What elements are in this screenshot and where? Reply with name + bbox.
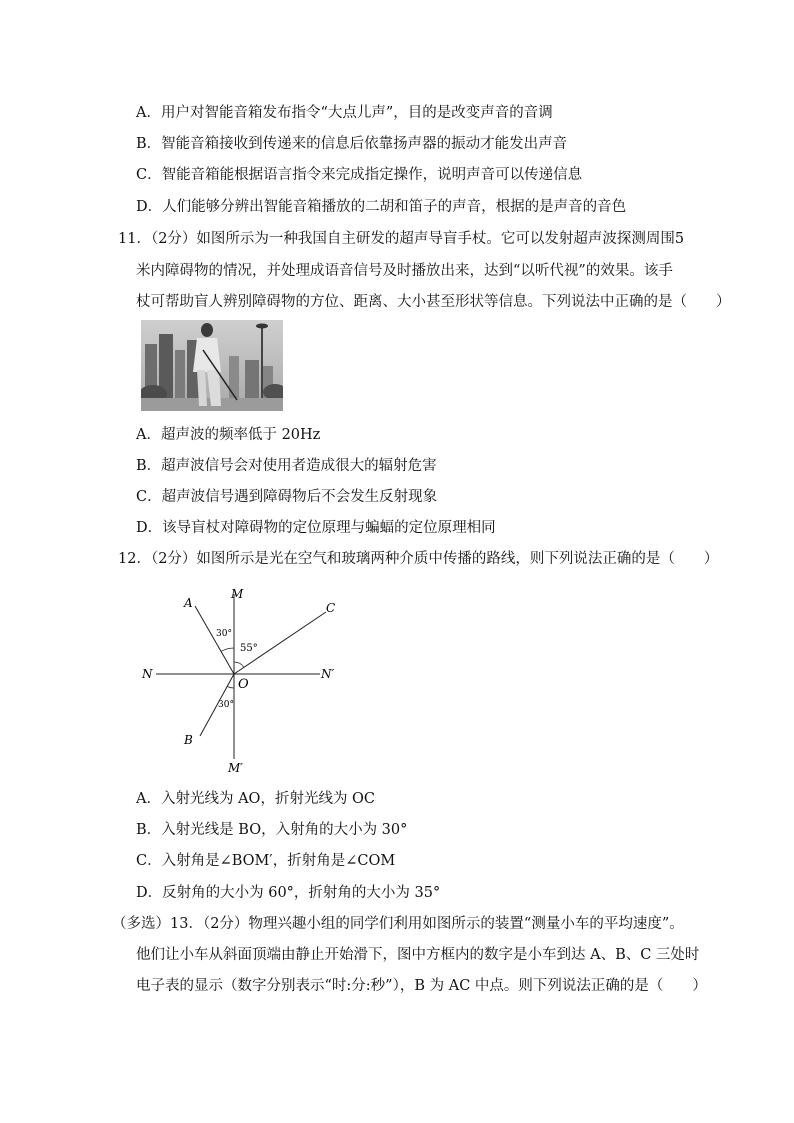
label-a: A <box>184 596 193 610</box>
q11-option-c: C．超声波信号遇到障碍物后不会发生反射现象 <box>136 489 438 505</box>
guide-cane-photo <box>141 320 283 411</box>
light-refraction-svg <box>136 582 356 777</box>
q11-stem-line-3: 杖可帮助盲人辨别障碍物的方位、距离、大小甚至形状等信息。下列说法中正确的是（ ） <box>136 294 731 310</box>
label-o: O <box>238 677 249 692</box>
q13-stem-line-3: 电子表的显示（数字分别表示“时:分:秒”），B 为 AC 中点。则下列说法正确的是（ ） <box>136 978 707 994</box>
q10-option-c: C．智能音箱能根据语言指令来完成指定操作，说明声音可以传递信息 <box>136 167 583 183</box>
q12-option-c: C．入射角是∠BOM′，折射角是∠COM <box>136 853 396 869</box>
q12-option-d: D．反射角的大小为 60°，折射角的大小为 35° <box>136 885 441 901</box>
q13-stem-line-2: 他们让小车从斜面顶端由静止开始滑下，图中方框内的数字是小车到达 A、B、C 三处时 <box>136 947 700 963</box>
label-m: M <box>231 587 244 601</box>
q11-option-b: B．超声波信号会对使用者造成很大的辐射危害 <box>136 458 437 474</box>
q12-option-a: A．入射光线为 AO，折射光线为 OC <box>136 791 376 807</box>
light-refraction-diagram <box>136 582 356 777</box>
arc-aom <box>221 648 234 652</box>
q10-option-d: D．人们能够分辨出智能音箱播放的二胡和笛子的声音，根据的是声音的音色 <box>136 199 627 215</box>
q11-stem-line-2: 米内障碍物的情况，并处理成语音信号及时播放出来，达到“以听代视”的效果。该手 <box>136 263 673 279</box>
ray-oa <box>195 606 234 674</box>
arc-bom <box>227 686 234 688</box>
q10-option-a: A．用户对智能音箱发布指令“大点儿声”，目的是改变声音的音调 <box>136 105 553 121</box>
guide-cane-photo-graphic <box>141 320 283 411</box>
q13-stem-line-1: （多选）13．（2分）物理兴趣小组的同学们利用如图所示的装置“测量小车的平均速度”。 <box>112 916 684 932</box>
q11-stem-line-1: 11．（2分）如图所示为一种我国自主研发的超声导盲手杖。它可以发射超声波探测周围5 <box>118 231 685 247</box>
angle-bom-label: 30° <box>218 700 234 710</box>
q11-option-a: A．超声波的频率低于 20Hz <box>136 427 321 443</box>
label-n-prime: N′ <box>321 667 335 681</box>
q11-option-d: D．该导盲杖对障碍物的定位原理与蝙蝠的定位原理相同 <box>136 520 496 536</box>
angle-aom-label: 30° <box>216 629 232 639</box>
q10-option-b: B．智能音箱接收到传递来的信息后依靠扬声器的振动才能发出声音 <box>136 136 568 152</box>
arc-moc <box>234 662 244 667</box>
label-n: N <box>142 667 153 681</box>
q12-option-b: B．入射光线是 BO，入射角的大小为 30° <box>136 822 408 838</box>
q12-stem: 12．（2分）如图所示是光在空气和玻璃两种介质中传播的路线，则下列说法正确的是（ ） <box>118 551 719 567</box>
label-b: B <box>184 733 193 747</box>
angle-moc-label: 55° <box>240 643 258 654</box>
label-m-prime: M′ <box>228 761 244 775</box>
label-c: C <box>326 601 336 615</box>
